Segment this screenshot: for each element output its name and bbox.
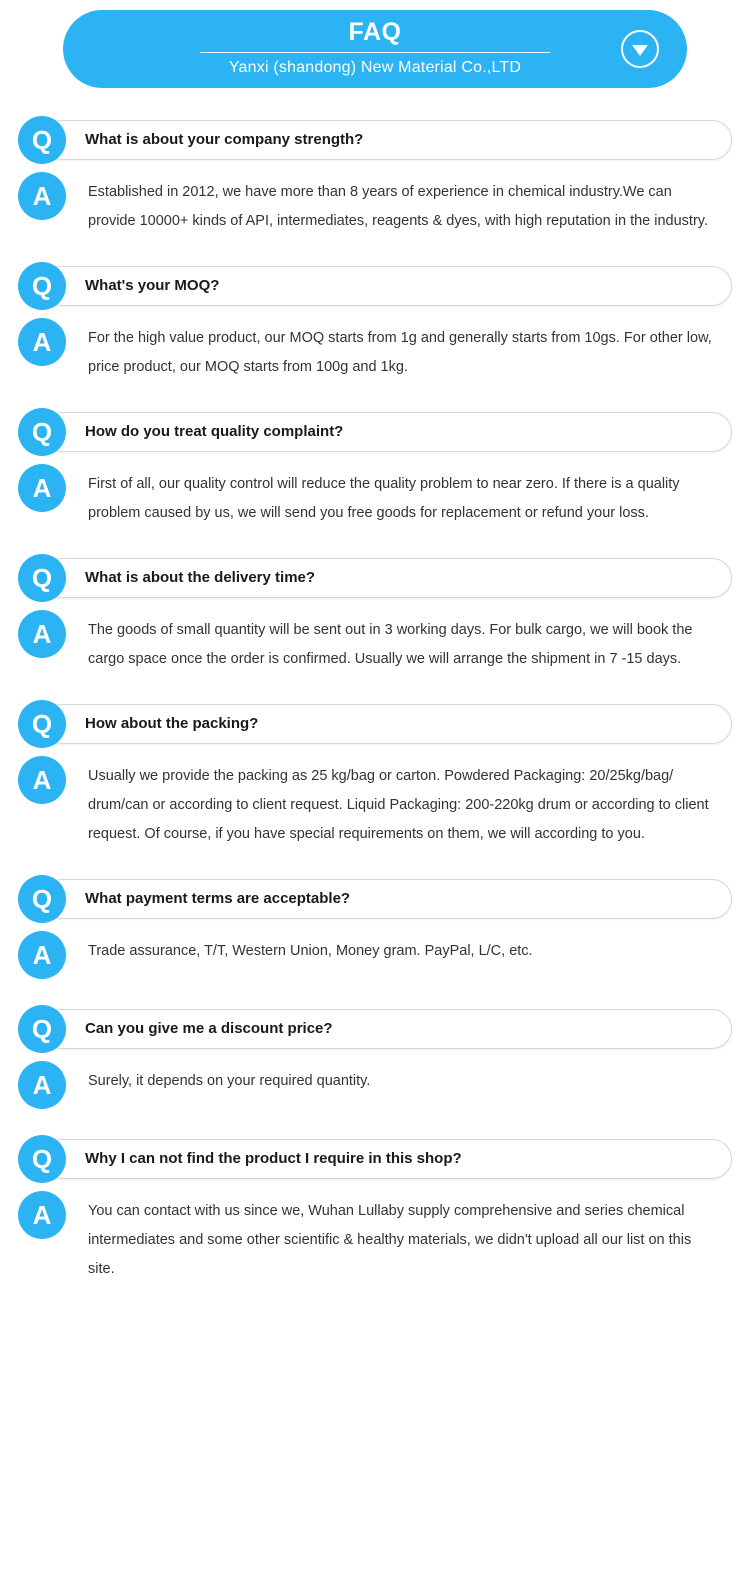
question-text: Why I can not find the product I require in this shop? bbox=[85, 1150, 462, 1167]
answer-text: You can contact with us since we, Wuhan Lullaby supply comprehensive and series chemical intermediates and some other scientific & healthy materials, we didn't upload all our list on this site. bbox=[88, 1203, 692, 1277]
answer-badge: A bbox=[18, 318, 66, 366]
question-text: What is about the delivery time? bbox=[85, 569, 316, 586]
answer-text: First of all, our quality control will reduce the quality problem to near zero. If there is a quality problem caused by us, we will send you free goods for replacement or refund your loss. bbox=[88, 476, 680, 521]
question-text: How about the packing? bbox=[85, 715, 259, 732]
faq-answer-row bbox=[18, 1191, 732, 1284]
chevron-down-circle-icon[interactable] bbox=[621, 30, 659, 68]
question-badge: Q bbox=[18, 1005, 66, 1053]
answer-badge: A bbox=[18, 1061, 66, 1109]
question-badge: Q bbox=[18, 554, 66, 602]
faq-answer-row bbox=[18, 756, 732, 849]
faq-header-banner bbox=[63, 10, 687, 88]
header-divider bbox=[200, 52, 550, 53]
question-text: How do you treat quality complaint? bbox=[85, 423, 344, 440]
answer-text: Surely, it depends on your required quantity. bbox=[88, 1073, 371, 1089]
question-badge: Q bbox=[18, 700, 66, 748]
question-bar[interactable] bbox=[42, 1139, 732, 1179]
header-wrapper bbox=[18, 0, 732, 88]
question-badge: Q bbox=[18, 408, 66, 456]
question-bar[interactable] bbox=[42, 1009, 732, 1049]
faq-question-row[interactable] bbox=[18, 116, 732, 164]
question-bar[interactable] bbox=[42, 120, 732, 160]
question-bar[interactable] bbox=[42, 266, 732, 306]
question-badge: Q bbox=[18, 875, 66, 923]
question-bar[interactable] bbox=[42, 879, 732, 919]
faq-answer-row bbox=[18, 318, 732, 382]
company-name: Yanxi (shandong) New Material Co.,LTD bbox=[228, 59, 522, 77]
question-bar[interactable] bbox=[42, 558, 732, 598]
answer-text: Trade assurance, T/T, Western Union, Money gram. PayPal, L/C, etc. bbox=[88, 943, 533, 959]
faq-question-row[interactable] bbox=[18, 875, 732, 923]
question-text: Can you give me a discount price? bbox=[85, 1020, 333, 1037]
faq-question-row[interactable] bbox=[18, 554, 732, 602]
question-bar[interactable] bbox=[42, 704, 732, 744]
answer-badge: A bbox=[18, 172, 66, 220]
answer-text: The goods of small quantity will be sent out in 3 working days. For bulk cargo, we will book the cargo space once the order is confirmed. Usually we will arrange the shipment in 7 -15 days. bbox=[88, 622, 693, 667]
question-badge: Q bbox=[18, 262, 66, 310]
chevron-down-triangle bbox=[632, 45, 648, 56]
answer-text: Established in 2012, we have more than 8 years of experience in chemical industry.We can provide 10000+ kinds of API, intermediates, reagents & dyes, with high reputation in the industry. bbox=[88, 184, 708, 229]
question-text: What's your MOQ? bbox=[85, 277, 220, 294]
faq-list bbox=[18, 116, 732, 1284]
question-badge: Q bbox=[18, 1135, 66, 1183]
faq-question-row[interactable] bbox=[18, 1005, 732, 1053]
answer-badge: A bbox=[18, 931, 66, 979]
answer-badge: A bbox=[18, 756, 66, 804]
faq-question-row[interactable] bbox=[18, 1135, 732, 1183]
faq-question-row[interactable] bbox=[18, 262, 732, 310]
page-title: FAQ bbox=[348, 17, 402, 46]
faq-question-row[interactable] bbox=[18, 700, 732, 748]
faq-question-row[interactable] bbox=[18, 408, 732, 456]
question-bar[interactable] bbox=[42, 412, 732, 452]
faq-answer-row bbox=[18, 1061, 732, 1109]
answer-badge: A bbox=[18, 610, 66, 658]
faq-answer-row bbox=[18, 610, 732, 674]
answer-badge: A bbox=[18, 1191, 66, 1239]
faq-answer-row bbox=[18, 464, 732, 528]
question-badge: Q bbox=[18, 116, 66, 164]
answer-text: For the high value product, our MOQ starts from 1g and generally starts from 10gs. For other low, price product, our MOQ starts from 100g and 1kg. bbox=[88, 330, 712, 375]
question-text: What payment terms are acceptable? bbox=[85, 890, 351, 907]
faq-answer-row bbox=[18, 172, 732, 236]
question-text: What is about your company strength? bbox=[85, 131, 364, 148]
faq-answer-row bbox=[18, 931, 732, 979]
answer-badge: A bbox=[18, 464, 66, 512]
answer-text: Usually we provide the packing as 25 kg/bag or carton. Powdered Packaging: 20/25kg/bag/ drum/can or according to client request. Liquid Packaging: 200-220kg drum or according to client request. Of course, if you have special requirements on them, we will according to you. bbox=[88, 768, 709, 842]
